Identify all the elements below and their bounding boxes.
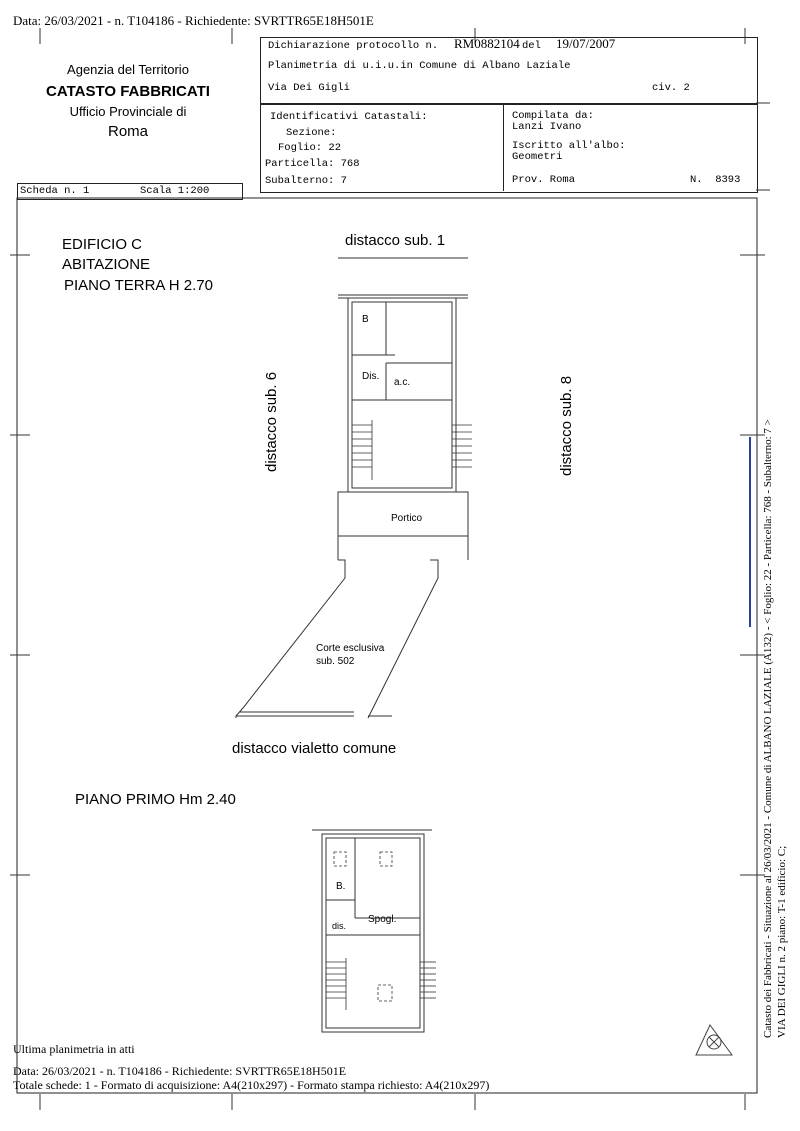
foglio-field: Foglio: 22 [278,142,342,154]
street-name: Via Dei Gigli [268,82,350,94]
distacco-vialetto-label: distacco vialetto comune [232,740,397,757]
dichiarazione-label: Dichiarazione protocollo n. [268,40,439,52]
agency-name: Agenzia del Territorio [67,62,189,77]
catasto-fabbricati-title: CATASTO FABBRICATI [46,83,210,100]
abitazione-label: ABITAZIONE [62,256,151,273]
compilata-label: Compilata da: [512,110,594,122]
del-label: del [522,40,541,52]
planimetria-line: Planimetria di u.i.u.in Comune di Albano Laziale [268,60,571,72]
ufficio-provinciale: Ufficio Provinciale di [69,104,187,119]
provincia: Prov. Roma [512,174,576,186]
iscritto-label: Iscritto all'albo: [512,140,626,152]
identificativi-title: Identificativi Catastali: [270,111,428,123]
iscritto-value: Geometri [512,151,563,163]
footer-request-line: Data: 26/03/2021 - n. T104186 - Richiedente: SVRTTR65E18H501E [13,1064,347,1078]
corte-esclusiva-label: Corte esclusiva [316,643,385,654]
piano-terra-label: PIANO TERRA H 2.70 [64,277,213,294]
albo-number: N. 8393 [690,174,741,186]
scheda-number: Scheda n. 1 [20,185,90,197]
sezione-field: Sezione: [286,127,337,139]
particella-field: Particella: 768 [265,158,360,170]
ultima-planimetria: Ultima planimetria in atti [13,1042,135,1056]
edificio-label: EDIFICIO C [62,236,143,253]
top-request-line: Data: 26/03/2021 - n. T104186 - Richiedente: SVRTTR65E18H501E [13,13,374,28]
distacco-sub6-label: distacco sub. 6 [263,371,280,472]
piano-primo-label: PIANO PRIMO Hm 2.40 [75,791,236,808]
civic-number: civ. 2 [652,82,690,94]
protocollo-number: RM0882104 [454,36,520,51]
footer-totals-line: Totale schede: 1 - Formato di acquisizione: A4(210x297) - Formato stampa richiesto: A4(210x297) [13,1078,490,1092]
portico-label: Portico [391,513,423,524]
room-b-label: B [362,314,369,325]
room-dis2-label: dis. [332,921,347,931]
room-ac-label: a.c. [394,377,411,388]
compilata-name: Lanzi Ivano [512,121,582,133]
room-b2-label: B. [336,881,346,892]
side-situation-text: Catasto dei Fabbricati - Situazione al 26/03/2021 - Comune di ALBANO LAZIALE (A132) - < Foglio: 22 - Particella: 768 - Subalterno: 7 > [762,419,774,1038]
protocollo-date: 19/07/2007 [556,36,616,51]
room-spogl-label: Spogl. [368,914,397,925]
side-address-text: VIA DEI GIGLI n. 2 piano: T-1 edificio: C; [776,845,788,1038]
scala: Scala 1:200 [140,185,210,197]
room-dis-label: Dis. [362,371,380,382]
subalterno-field: Subalterno: 7 [265,175,347,187]
ufficio-city: Roma [107,123,148,140]
distacco-sub8-label: distacco sub. 8 [558,375,575,476]
distacco-sub1-label: distacco sub. 1 [345,232,446,249]
corte-sub-label: sub. 502 [316,656,355,667]
